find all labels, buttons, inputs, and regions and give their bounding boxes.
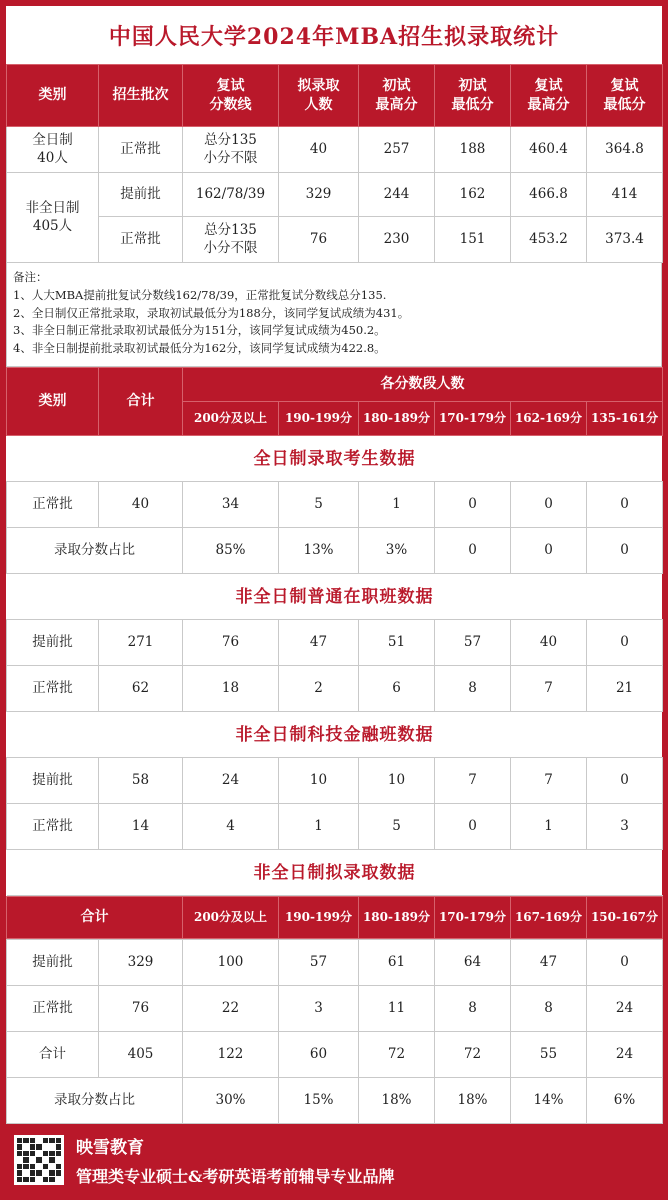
table-cell: 414 [587, 173, 663, 217]
notes-block [6, 263, 662, 367]
table-row [7, 528, 663, 574]
table-cell: 7 [435, 758, 511, 804]
qr-code-icon [14, 1135, 64, 1185]
table-cell: 录取分数占比 [7, 1078, 183, 1124]
table-cell: 0 [435, 482, 511, 528]
table-cell: 188 [435, 127, 511, 173]
table-cell: 8 [511, 986, 587, 1032]
band-header: 200分及以上 [183, 897, 279, 939]
distribution-header-row [7, 368, 663, 402]
table-cell: 329 [99, 940, 183, 986]
table-cell: 51 [359, 620, 435, 666]
table-cell: 提前批 [99, 173, 183, 217]
footer-bar [0, 1120, 668, 1200]
table-row [7, 1032, 663, 1078]
table-cell: 64 [435, 940, 511, 986]
table-cell: 329 [279, 173, 359, 217]
table-cell: 47 [279, 620, 359, 666]
table-cell: 0 [435, 528, 511, 574]
parttime-header: 合计 [7, 897, 183, 939]
table-row [7, 986, 663, 1032]
table-cell: 3 [587, 804, 663, 850]
table-cell: 18 [183, 666, 279, 712]
table-cell: 0 [511, 528, 587, 574]
table-cell: 230 [359, 217, 435, 263]
section-title: 非全日制科技金融班数据 [7, 712, 663, 758]
table-cell: 47 [511, 940, 587, 986]
band-header: 190-199分 [279, 897, 359, 939]
table-cell: 提前批 [7, 620, 99, 666]
table-cell: 提前批 [7, 940, 99, 986]
table-cell: 3 [279, 986, 359, 1032]
table-cell: 14% [511, 1078, 587, 1124]
table-cell: 22 [183, 986, 279, 1032]
summary-table [6, 64, 663, 263]
table-cell: 55 [511, 1032, 587, 1078]
brand-name: 映雪教育 [76, 1138, 144, 1158]
band-header: 135-161分 [587, 402, 663, 436]
stats-card [6, 6, 662, 1124]
summary-header: 拟录取 人数 [279, 65, 359, 127]
table-cell: 100 [183, 940, 279, 986]
table-cell: 72 [435, 1032, 511, 1078]
table-cell: 18% [435, 1078, 511, 1124]
table-cell: 正常批 [7, 482, 99, 528]
table-cell: 0 [587, 528, 663, 574]
table-cell: 364.8 [587, 127, 663, 173]
table-cell: 0 [587, 940, 663, 986]
table-cell: 正常批 [99, 217, 183, 263]
table-cell: 总分135 小分不限 [183, 127, 279, 173]
table-cell: 257 [359, 127, 435, 173]
table-cell: 72 [359, 1032, 435, 1078]
table-cell: 正常批 [99, 127, 183, 173]
table-cell: 271 [99, 620, 183, 666]
band-header: 167-169分 [511, 897, 587, 939]
table-cell: 122 [183, 1032, 279, 1078]
table-row [7, 173, 663, 217]
band-header: 180-189分 [359, 897, 435, 939]
table-cell: 24 [183, 758, 279, 804]
table-row [7, 758, 663, 804]
table-cell: 7 [511, 666, 587, 712]
section-row [7, 574, 663, 620]
section-row [7, 436, 663, 482]
note-item: 3、非全日制正常批录取初试最低分为151分，该同学复试成绩为450.2。 [13, 323, 386, 338]
brand-block [76, 1133, 394, 1187]
table-cell: 14 [99, 804, 183, 850]
table-cell: 1 [511, 804, 587, 850]
table-cell: 正常批 [7, 986, 99, 1032]
distribution-table [6, 367, 663, 896]
table-cell: 6% [587, 1078, 663, 1124]
table-cell: 40 [511, 620, 587, 666]
table-cell: 61 [359, 940, 435, 986]
section-title: 全日制录取考生数据 [7, 436, 663, 482]
table-cell: 405 [99, 1032, 183, 1078]
summary-header: 初试 最高分 [359, 65, 435, 127]
band-header: 170-179分 [435, 402, 511, 436]
note-item: 4、非全日制提前批录取初试最低分为162分，该同学复试成绩为422.8。 [13, 341, 386, 356]
table-row [7, 620, 663, 666]
summary-header: 类别 [7, 65, 99, 127]
table-cell: 1 [279, 804, 359, 850]
table-cell: 85% [183, 528, 279, 574]
table-cell: 15% [279, 1078, 359, 1124]
table-cell: 34 [183, 482, 279, 528]
table-cell: 466.8 [511, 173, 587, 217]
table-cell: 3% [359, 528, 435, 574]
table-cell: 30% [183, 1078, 279, 1124]
table-cell: 2 [279, 666, 359, 712]
section-row [7, 850, 663, 896]
band-header: 180-189分 [359, 402, 435, 436]
table-row [7, 940, 663, 986]
distribution-header-group: 各分数段人数 [183, 368, 663, 402]
table-row [7, 666, 663, 712]
table-cell: 0 [435, 804, 511, 850]
table-cell: 40 [279, 127, 359, 173]
parttime-body-table [6, 939, 663, 1124]
summary-header: 招生批次 [99, 65, 183, 127]
parttime-summary-table [6, 896, 663, 939]
table-cell: 13% [279, 528, 359, 574]
table-cell: 7 [511, 758, 587, 804]
table-cell: 5 [279, 482, 359, 528]
table-cell: 正常批 [7, 666, 99, 712]
summary-header: 复试 分数线 [183, 65, 279, 127]
table-cell: 8 [435, 666, 511, 712]
table-cell: 57 [279, 940, 359, 986]
table-cell: 8 [435, 986, 511, 1032]
table-cell: 57 [435, 620, 511, 666]
summary-header: 复试 最高分 [511, 65, 587, 127]
table-cell: 正常批 [7, 804, 99, 850]
summary-header: 初试 最低分 [435, 65, 511, 127]
table-row [7, 1078, 663, 1124]
table-cell: 1 [359, 482, 435, 528]
table-cell: 24 [587, 986, 663, 1032]
table-cell: 21 [587, 666, 663, 712]
table-cell: 总分135 小分不限 [183, 217, 279, 263]
table-cell: 40 [99, 482, 183, 528]
band-header: 170-179分 [435, 897, 511, 939]
notes-heading: 备注： [13, 270, 48, 284]
table-row [7, 804, 663, 850]
table-cell: 76 [279, 217, 359, 263]
parttime-header-row [7, 897, 663, 939]
table-cell: 5 [359, 804, 435, 850]
section-title: 非全日制拟录取数据 [7, 850, 663, 896]
table-cell: 4 [183, 804, 279, 850]
table-row [7, 127, 663, 173]
table-cell: 244 [359, 173, 435, 217]
table-cell: 460.4 [511, 127, 587, 173]
distribution-header: 类别 [7, 368, 99, 436]
category-cell: 非全日制 405人 [7, 173, 99, 263]
band-header: 150-167分 [587, 897, 663, 939]
table-cell: 18% [359, 1078, 435, 1124]
table-cell: 58 [99, 758, 183, 804]
table-cell: 24 [587, 1032, 663, 1078]
table-row [7, 482, 663, 528]
table-cell: 0 [587, 620, 663, 666]
table-row [7, 217, 663, 263]
table-cell: 10 [359, 758, 435, 804]
summary-header: 复试 最低分 [587, 65, 663, 127]
table-cell: 录取分数占比 [7, 528, 183, 574]
section-title: 非全日制普通在职班数据 [7, 574, 663, 620]
summary-header-row [7, 65, 663, 127]
distribution-header: 合计 [99, 368, 183, 436]
table-cell: 10 [279, 758, 359, 804]
table-cell: 60 [279, 1032, 359, 1078]
note-item: 2、全日制仅正常批录取，录取初试最低分为188分，该同学复试成绩为431。 [13, 305, 410, 320]
band-header: 190-199分 [279, 402, 359, 436]
table-cell: 76 [183, 620, 279, 666]
page-title: 中国人民大学2024年MBA招生拟录取统计 [108, 23, 560, 50]
table-cell: 提前批 [7, 758, 99, 804]
table-cell: 453.2 [511, 217, 587, 263]
table-cell: 11 [359, 986, 435, 1032]
note-item: 1、人大MBA提前批复试分数线162/78/39，正常批复试分数线总分135. [13, 287, 387, 302]
table-cell: 151 [435, 217, 511, 263]
table-cell: 76 [99, 986, 183, 1032]
table-cell: 6 [359, 666, 435, 712]
table-cell: 162 [435, 173, 511, 217]
section-row [7, 712, 663, 758]
brand-slogan: 管理类专业硕士&考研英语考前辅导专业品牌 [76, 1167, 395, 1186]
table-cell: 62 [99, 666, 183, 712]
table-cell: 0 [587, 758, 663, 804]
table-cell: 0 [511, 482, 587, 528]
band-header: 200分及以上 [183, 402, 279, 436]
table-cell: 162/78/39 [183, 173, 279, 217]
category-cell: 全日制 40人 [7, 127, 99, 173]
table-cell: 合计 [7, 1032, 99, 1078]
band-header: 162-169分 [511, 402, 587, 436]
table-cell: 0 [587, 482, 663, 528]
table-cell: 373.4 [587, 217, 663, 263]
